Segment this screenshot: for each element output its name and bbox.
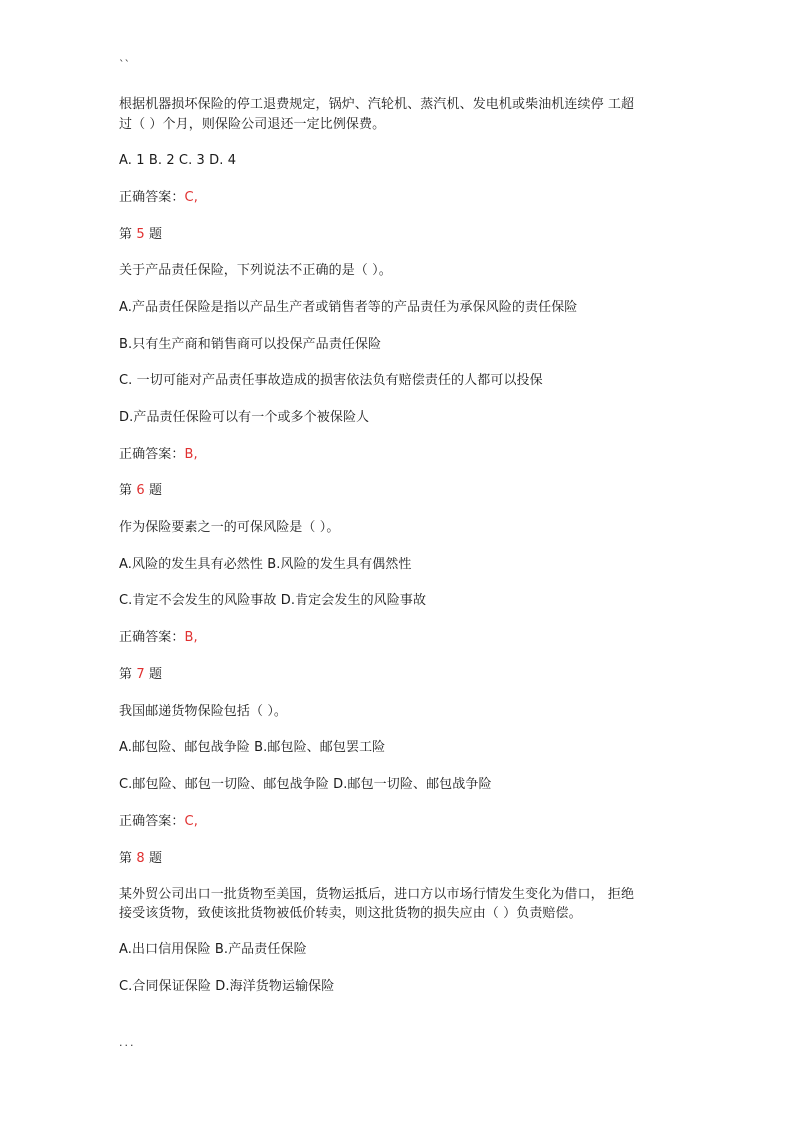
question-label-suffix: 题 [148, 227, 163, 242]
q8-options-ab: A.出口信用保险 B.产品责任保险 [119, 942, 307, 957]
footer-mark: ... [119, 1036, 136, 1049]
question-number: 6 [136, 483, 145, 498]
q5-label [119, 226, 162, 244]
q8-question-line1: 某外贸公司出口一批货物至美国，货物运抵后，进口方以市场行情发生变化为借口， 拒绝 [119, 887, 635, 902]
answer-label: 正确答案： [119, 814, 185, 829]
q7-options-cd: C.邮包险、邮包一切险、邮包战争险 D.邮包一切险、邮包战争险 [119, 777, 492, 792]
question-label-suffix: 题 [148, 667, 163, 682]
question-number: 5 [136, 227, 145, 242]
q5-question: 关于产品责任保险，下列说法不正确的是（ ）。 [119, 263, 392, 278]
q6-options-ab: A.风险的发生具有必然性 B.风险的发生具有偶然性 [119, 557, 412, 572]
question-label-suffix: 题 [148, 851, 163, 866]
q7-label [119, 666, 162, 684]
answer-value: B, [184, 630, 198, 645]
question-number: 8 [136, 851, 145, 866]
answer-value: C, [184, 814, 198, 829]
q5-option-a: A.产品责任保险是指以产品生产者或销售者等的产品责任为承保风险的责任保险 [119, 300, 578, 315]
q7-options-ab: A.邮包险、邮包战争险 B.邮包险、邮包罢工险 [119, 740, 386, 755]
q4-options: A. 1 B. 2 C. 3 D. 4 [119, 153, 237, 168]
answer-label: 正确答案： [119, 190, 185, 205]
question-label-suffix: 题 [148, 483, 163, 498]
q4-question-line2: 过（ ）个月，则保险公司退还一定比例保费。 [119, 117, 386, 132]
answer-label: 正确答案： [119, 630, 185, 645]
q6-label [119, 482, 162, 500]
answer-value: B, [184, 447, 198, 462]
answer-value: C, [184, 190, 198, 205]
q6-question: 作为保险要素之一的可保风险是（ ）。 [119, 520, 340, 535]
q5-option-c: C. 一切可能对产品责任事故造成的损害依法负有赔偿责任的人都可以投保 [119, 373, 543, 388]
q7-question: 我国邮递货物保险包括（ ）。 [119, 704, 288, 719]
q5-option-b: B.只有生产商和销售商可以投保产品责任保险 [119, 337, 382, 352]
question-label-prefix: 第 [119, 851, 133, 866]
header-mark: `` [119, 58, 130, 71]
q8-question-line2: 接受该货物，致使该批货物被低价转卖，则这批货物的损失应由（ ）负责赔偿。 [119, 906, 582, 921]
q6-options-cd: C.肯定不会发生的风险事故 D.肯定会发生的风险事故 [119, 593, 427, 608]
question-label-prefix: 第 [119, 667, 133, 682]
q6-answer [119, 629, 198, 647]
q7-answer [119, 813, 198, 831]
q4-answer [119, 189, 198, 207]
question-label-prefix: 第 [119, 483, 133, 498]
question-label-prefix: 第 [119, 227, 133, 242]
q5-option-d: D.产品责任保险可以有一个或多个被保险人 [119, 410, 370, 425]
question-number: 7 [136, 667, 145, 682]
answer-label: 正确答案： [119, 447, 185, 462]
q8-label [119, 850, 162, 868]
q5-answer [119, 446, 198, 464]
q8-options-cd: C.合同保证保险 D.海洋货物运输保险 [119, 979, 335, 994]
q4-question-line1: 根据机器损坏保险的停工退费规定，锅炉、汽轮机、蒸汽机、发电机或柴油机连续停 工超 [119, 97, 635, 112]
